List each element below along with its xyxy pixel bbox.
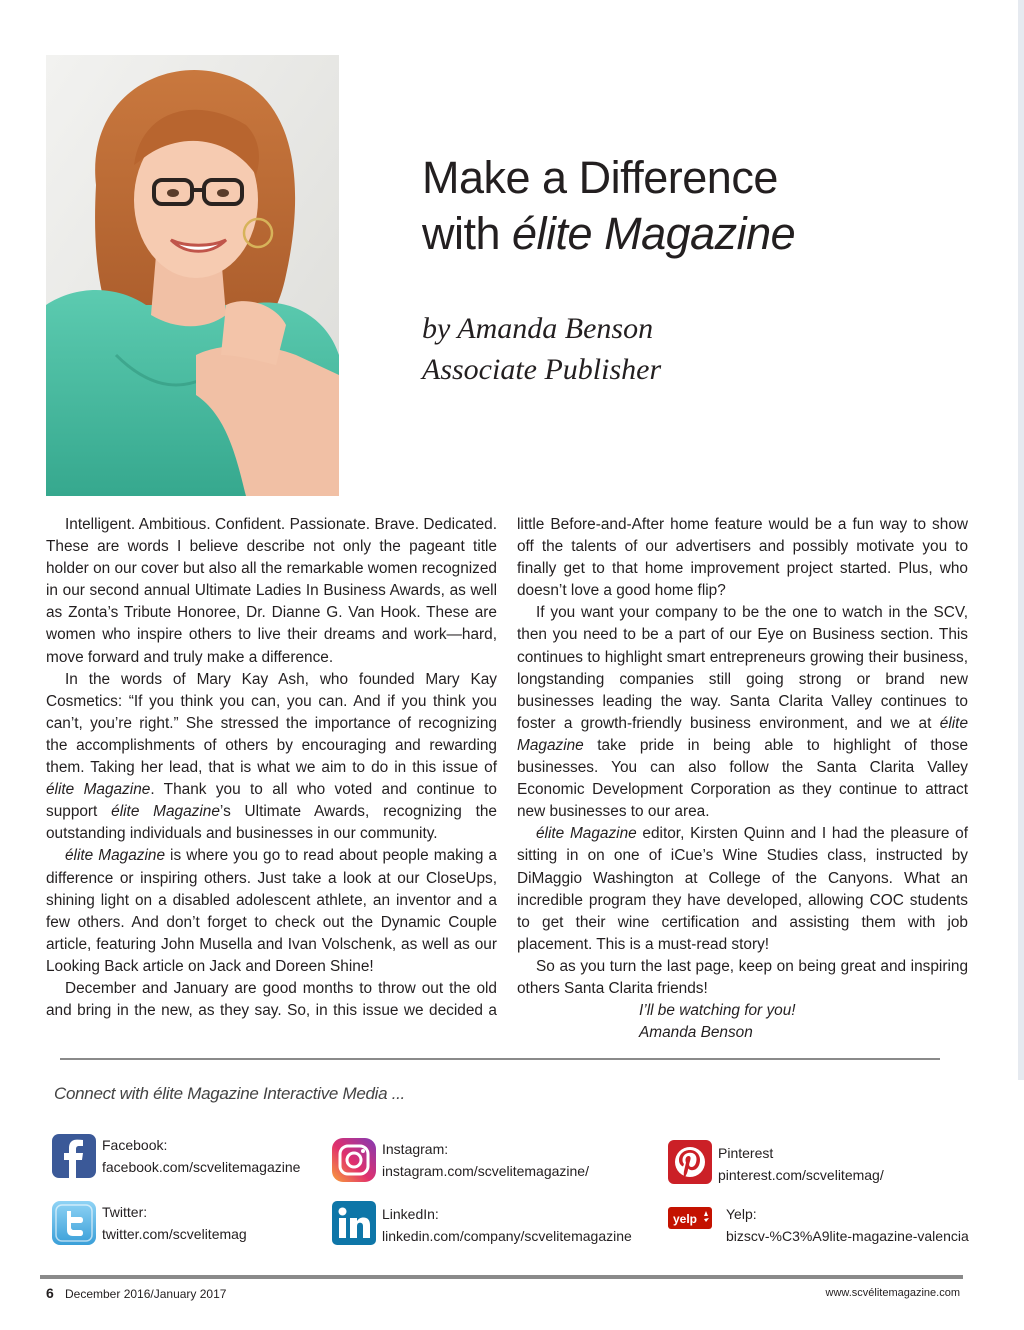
yelp-icon [668,1203,712,1240]
yelp-label: Yelp: [726,1206,757,1222]
facebook-label: Facebook: [102,1137,168,1153]
article-title [422,150,795,262]
article-byline [422,308,661,390]
social-facebook[interactable] [52,1134,300,1183]
byline-role: Associate Publisher [422,353,662,386]
linkedin-label: LinkedIn: [382,1206,439,1222]
linkedin-icon [332,1201,376,1250]
author-portrait-photo [46,55,339,496]
paragraph-4: December and January are good months to throw out the old and bring in the new, as they say. So, in this issue we decided a [46,979,497,1020]
title-line-2-italic: élite Magazine [512,208,796,259]
yelp-logo-text: yelp [673,1212,698,1226]
footer-rule [40,1275,963,1279]
paragraph-4-continued: little Before-and-After home feature would be a fun way to show off the talents of our advertisers and possibly motivate you to finally get to that home improvement project started. Plus, who doesn’t love a good home flip? [517,516,968,600]
signature-name: Amanda Benson [639,1024,753,1042]
paragraph-6: élite Magazine editor, Kirsten Quinn and I had the pleasure of sitting in on one of iCue’s Wine Studies class, instructed by DiMaggio Washington at College of the Canyons. What an incredible program they have developed, allowing COC students to get their wine certification and assisting them with job placement. This is a must-read story! [517,825,969,953]
article-column-right [517,514,968,1044]
social-twitter[interactable] [52,1201,247,1250]
page-edge [1018,0,1024,1080]
social-yelp[interactable] [668,1203,969,1247]
pinterest-label: Pinterest [718,1145,774,1161]
section-divider [60,1058,940,1060]
title-line-2-prefix: with [422,208,513,259]
connect-heading: Connect with élite Magazine Interactive Media ... [54,1084,405,1103]
twitter-label: Twitter: [102,1204,148,1220]
twitter-icon [52,1201,96,1250]
pinterest-link[interactable]: pinterest.com/scvelitemag/ [718,1167,884,1183]
twitter-link[interactable]: twitter.com/scvelitemag [102,1226,247,1242]
instagram-icon [332,1138,376,1187]
paragraph-2: In the words of Mary Kay Ash, who founded Mary Kay Cosmetics: “If you think you can, you can. And if you think you can’t, you’re right.” She stressed the importance of recognizing the accomplishments of others by encouraging and rewarding them. Taking her lead, that is what we aim to do in this issue of élite Magazine. Thank you to all who voted and continue to support élite Magazine’s Ultimate Awards, recognizing the outstanding individuals and businesses in our community. [46,670,497,843]
pinterest-icon [668,1140,712,1189]
title-line-1: Make a Difference [422,152,778,203]
page-number: 6 [46,1285,54,1301]
paragraph-7: So as you turn the last page, keep on being great and inspiring others Santa Clarita friends! [517,957,968,997]
yelp-link[interactable]: bizscv-%C3%A9lite-magazine-valencia [726,1228,969,1244]
signoff-line: I’ll be watching for you! [639,1002,796,1020]
social-pinterest[interactable] [668,1140,884,1189]
article-column-left [46,514,497,1022]
linkedin-link[interactable]: linkedin.com/company/scvelitemagazine [382,1228,632,1244]
paragraph-1: Intelligent. Ambitious. Confident. Passionate. Brave. Dedicated. These are words I believe describe not only the pageant title holder on our cover but also all the remarkable women recognized in our second annual Ultimate Ladies In Business Awards, as well as Zonta’s Tribute Honoree, Dr. Dianne G. Van Hook. These are women who inspire others to live their dreams and work—hard, move forward and truly make a difference. [46,516,497,666]
instagram-link[interactable]: instagram.com/scvelitemagazine/ [382,1163,589,1179]
facebook-link[interactable]: facebook.com/scvelitemagazine [102,1159,301,1175]
facebook-icon [52,1134,96,1183]
social-linkedin[interactable] [332,1201,632,1250]
instagram-label: Instagram: [382,1141,449,1157]
byline-author: by Amanda Benson [422,312,654,345]
paragraph-3: élite Magazine is where you go to read about people making a difference or inspiring others. Just take a look at our CloseUps, shining light on a disabled adolescent athlete, an inventor and a few others. And don’t forget to check out the Dynamic Couple article, featuring John Musella and Ivan Volschenk, as well as our Looking Back article on Jack and Doreen Shine! [46,847,497,975]
social-instagram[interactable] [332,1138,589,1187]
website-url[interactable]: www.scvélitemagazine.com [825,1287,960,1299]
issue-date: December 2016/January 2017 [65,1287,227,1301]
paragraph-5: If you want your company to be the one to watch in the SCV, then you need to be a part of our Eye on Business section. This continues to highlight smart entrepreneurs growing their business, longstanding companies still going strong or brand new businesses leading the way. Santa Clarita Valley continues to foster a growth-friendly business environment, and we at élite Magazine take pride in being able to highlight of those businesses. You can also follow the Santa Clarita Valley Economic Development Corporation as they continue to attract new businesses to our area. [517,604,968,821]
